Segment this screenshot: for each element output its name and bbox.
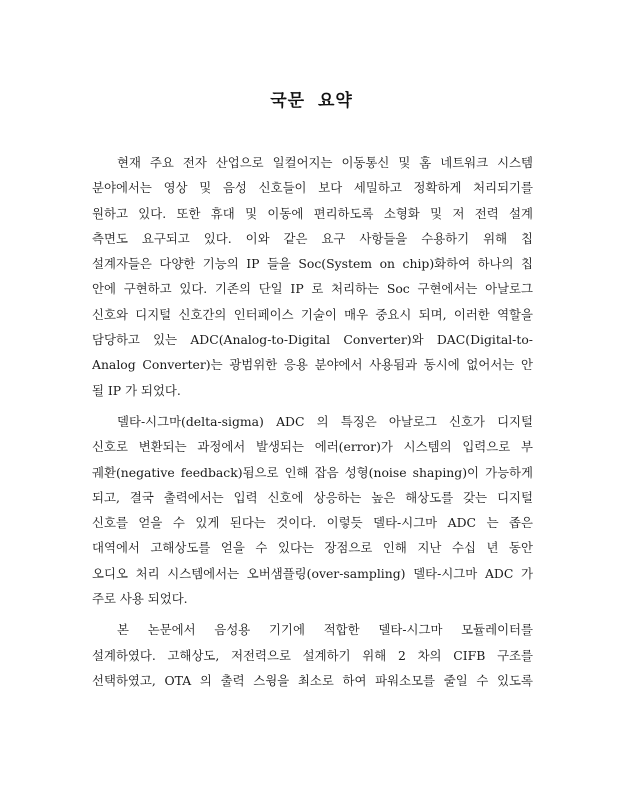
text-line: 주로 사용 되었다. [92, 591, 188, 607]
text-line: 오디오 처리 시스템에서는 오버샘플링(over-sampling) 델타-시그마 ADC 가 [92, 565, 533, 581]
text-line: Analog Converter)는 광범위한 응용 분야에서 사용됨과 동시에 없어서는 안 [92, 357, 533, 373]
text-line: 선택하였고, OTA 의 출력 스윙을 최소로 하여 파워소모를 줄일 수 있도록 [92, 672, 533, 688]
text-line: 원하고 있다. 또한 휴대 및 이동에 편리하도록 소형화 및 저 전력 설계 [92, 205, 533, 221]
page-title: 국문 요약 [270, 91, 353, 111]
paragraph-3 [92, 617, 533, 693]
text-line: 담당하고 있는 ADC(Analog-to-Digital Converter)와 DAC(Digital-to- [92, 332, 533, 348]
abstract-body [92, 150, 533, 693]
text-line: 설계자들은 다양한 기능의 IP 들을 Soc(System on chip)화하여 하나의 칩 [92, 256, 533, 272]
text-line: 신호를 얻을 수 있게 된다는 것이다. 이렇듯 델타-시그마 ADC 는 좁은 [92, 515, 533, 531]
text-line: 설계하였다. 고해상도, 저전력으로 설계하기 위해 2 차의 CIFB 구조를 [92, 647, 533, 663]
paragraph-2 [92, 409, 533, 611]
text-line: 본 논문에서 음성용 기기에 적합한 델타-시그마 모듈레이터를 [117, 622, 533, 638]
text-line: 현재 주요 전자 산업으로 일컬어지는 이동통신 및 홈 네트워크 시스템 [117, 155, 533, 170]
text-line: 될 IP 가 되었다. [92, 382, 181, 398]
paragraph-1 [92, 150, 533, 403]
text-line: 안에 구현하고 있다. 기존의 단일 IP 로 처리하는 Soc 구현에서는 아날로그 [92, 281, 533, 297]
text-line: 궤환(negative feedback)됨으로 인해 잡음 성형(noise shaping)이 가능하게 [92, 464, 533, 480]
text-line: 대역에서 고해상도를 얻을 수 있다는 장점으로 인해 지난 수십 년 동안 [92, 540, 533, 556]
text-line: 델타-시그마(delta-sigma) ADC 의 특징은 아날로그 신호가 디지털 [117, 413, 533, 429]
text-line: 되고, 결국 출력에서는 입력 신호에 상응하는 높은 해상도를 갖는 디지털 [92, 489, 533, 505]
text-line: 분야에서는 영상 및 음성 신호들이 보다 세밀하고 정확하게 처리되기를 [92, 180, 533, 196]
text-line: 신호로 변환되는 과정에서 발생되는 에러(error)가 시스템의 입력으로 부 [92, 439, 533, 455]
text-line: 신호와 디지털 신호간의 인터페이스 기술이 매우 중요시 되며, 이러한 역할을 [92, 306, 533, 322]
text-line: 측면도 요구되고 있다. 이와 같은 요구 사항들을 수용하기 위해 칩 [92, 230, 533, 246]
